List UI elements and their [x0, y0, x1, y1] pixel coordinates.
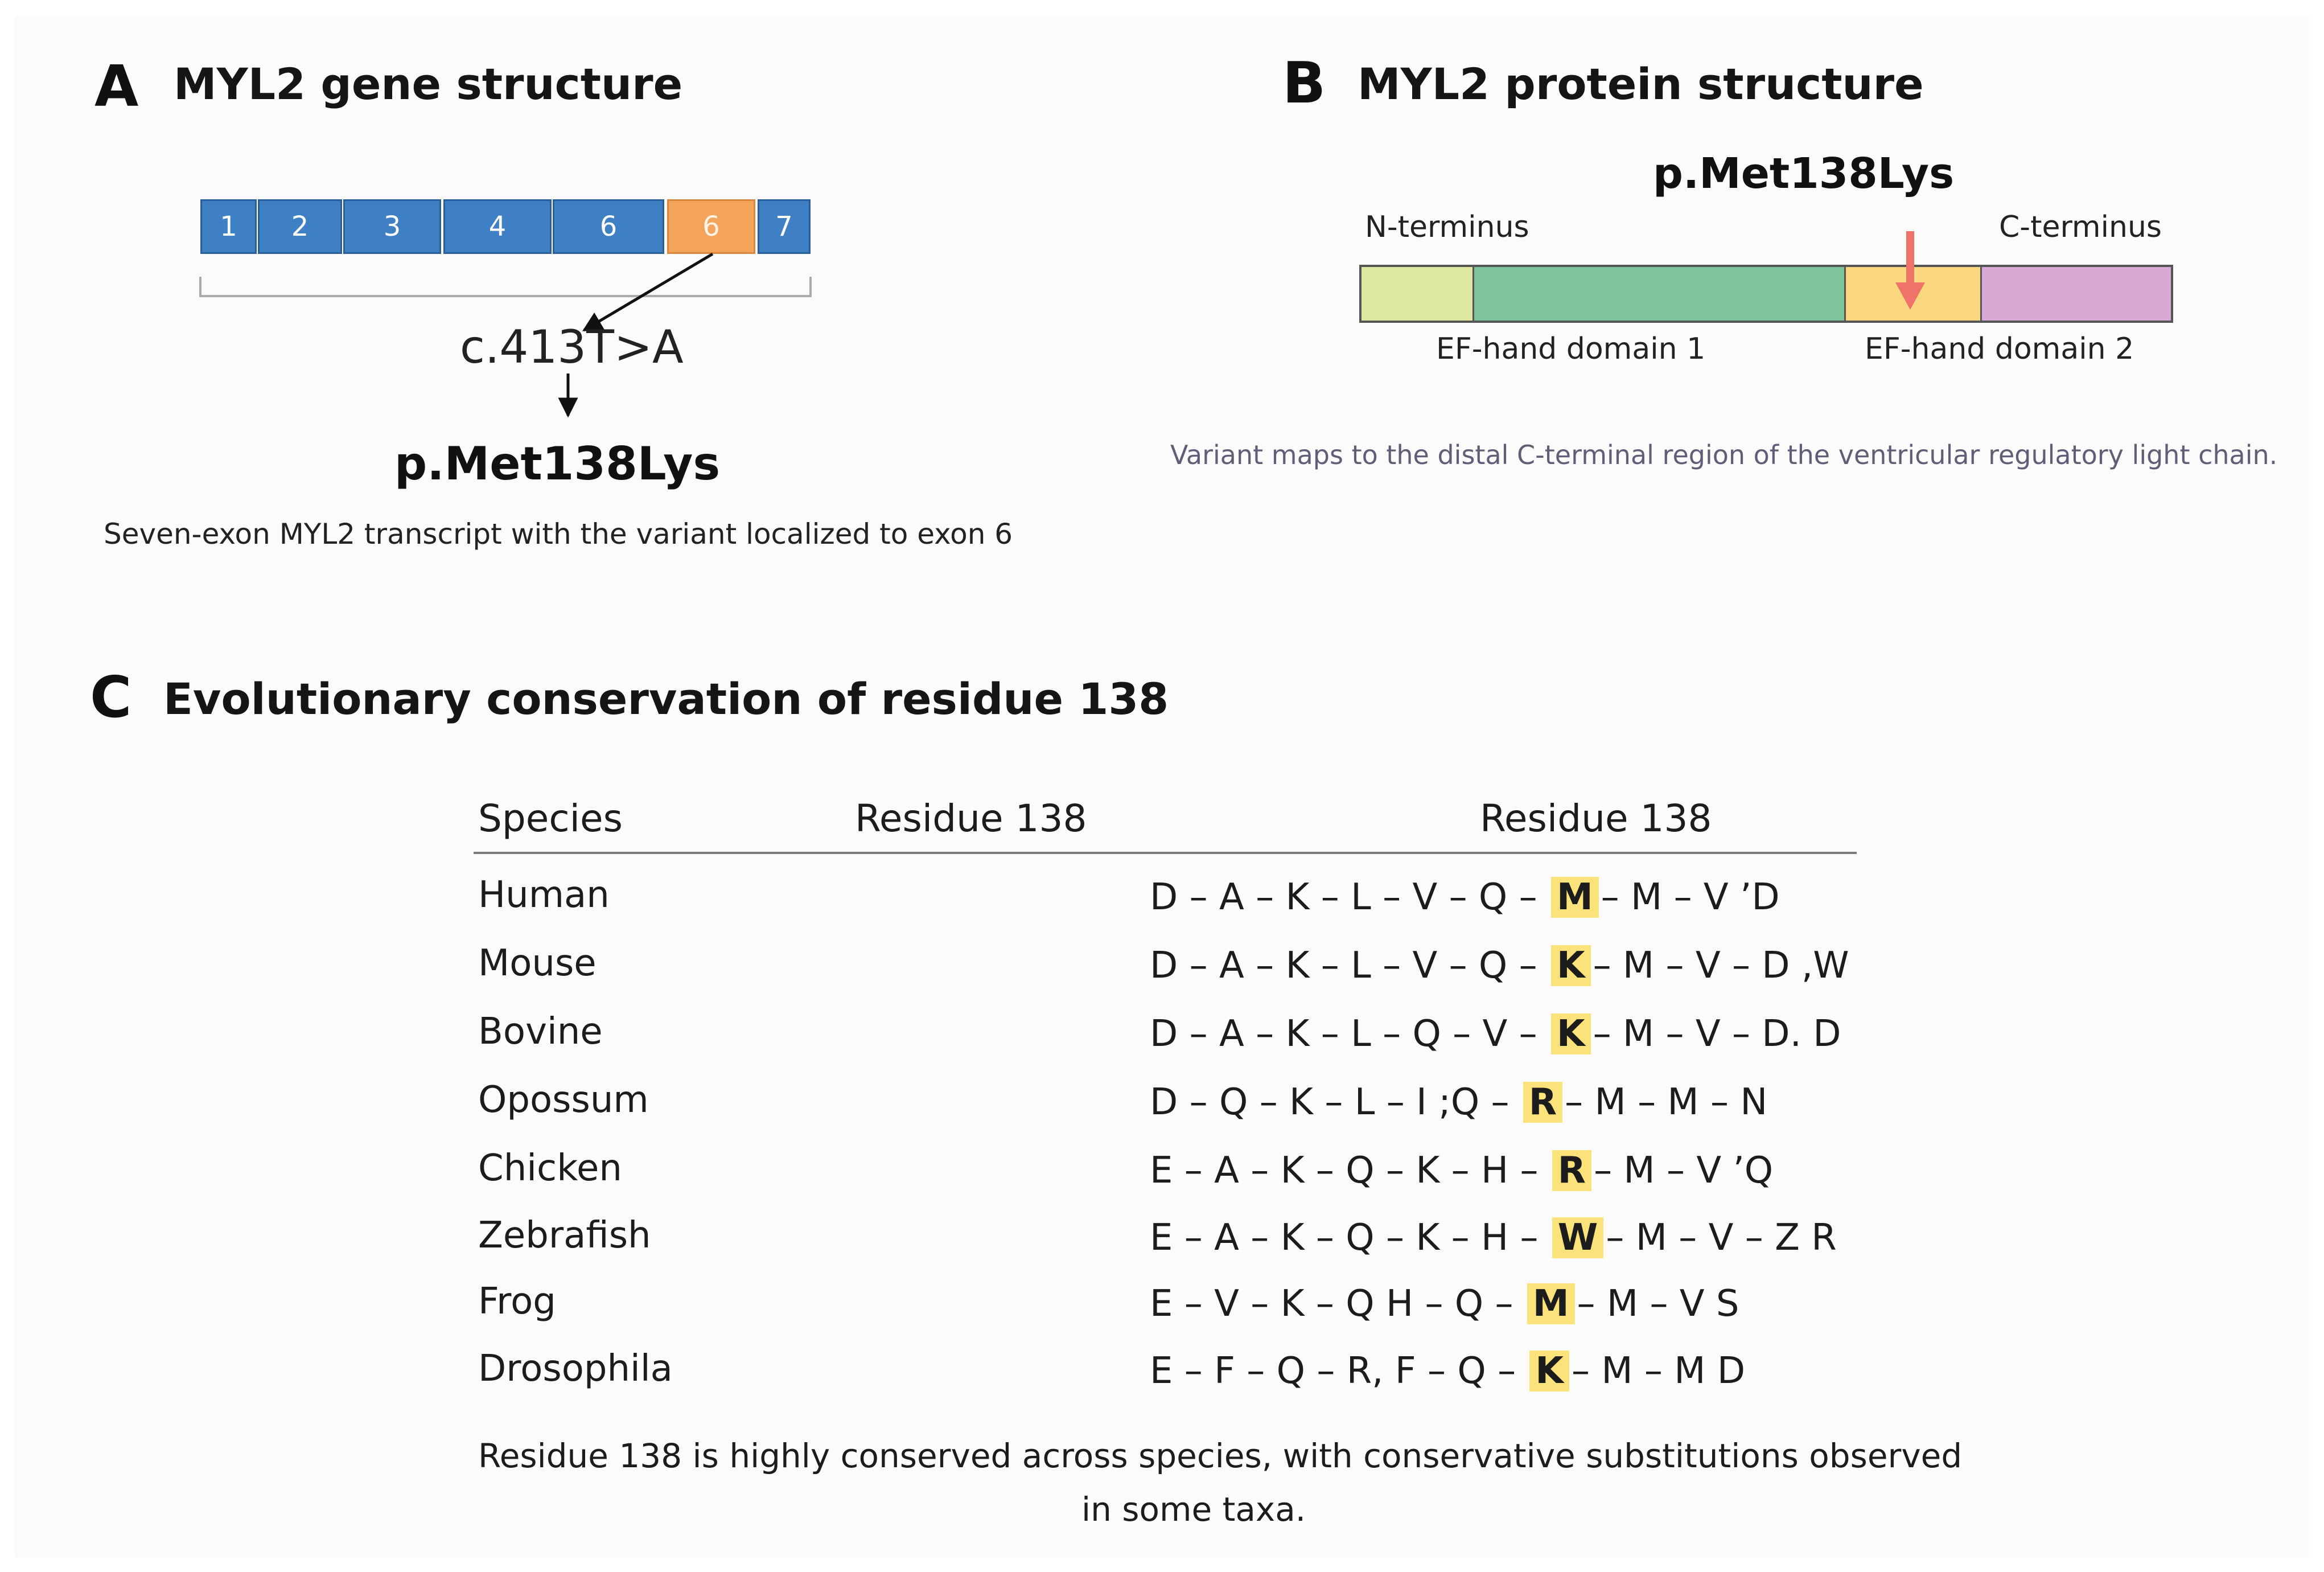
sequence-after: – M – V – D ,W: [1593, 945, 1849, 987]
residue-138-highlight: R: [1523, 1082, 1562, 1123]
n-terminus-label: N-terminus: [1365, 210, 1529, 244]
panel-a-letter: A: [94, 53, 139, 120]
alignment-row: [1150, 1082, 1767, 1123]
protein-variant-label: p.Met138Lys: [1653, 149, 1955, 198]
alignment-row: [1150, 1150, 1773, 1191]
alignment-row: [1150, 877, 1780, 918]
sequence-after: – M – M – N: [1565, 1081, 1768, 1123]
exon-label: 7: [775, 211, 793, 243]
variant-position-arrow: [1890, 228, 1931, 313]
panel-b-letter: B: [1282, 50, 1326, 116]
residue-138-highlight: W: [1552, 1217, 1604, 1258]
ef-hand-domain-1-label: EF-hand domain 1: [1436, 332, 1706, 366]
header-divider: [474, 852, 1857, 854]
alignment-row: [1150, 1013, 1841, 1054]
residue-138-highlight: R: [1552, 1150, 1591, 1191]
exon-label: 6: [702, 211, 720, 243]
sequence-before: E – A – K – Q – K – H –: [1150, 1217, 1539, 1259]
panel-a-caption: Seven-exon MYL2 transcript with the variant localized to exon 6: [104, 518, 1013, 551]
species-name: Frog: [478, 1280, 556, 1323]
panel-c-caption-line-2: in some taxa.: [1081, 1490, 1306, 1529]
residue-138-highlight: K: [1529, 1351, 1569, 1392]
alignment-column-header: Residue 138: [1480, 797, 1712, 840]
exon-label: 4: [488, 211, 507, 243]
sequence-after: – M – M D: [1572, 1350, 1746, 1392]
sequence-after: – M – V S: [1577, 1283, 1739, 1325]
species-name: Zebrafish: [478, 1214, 651, 1257]
species-name: Opossum: [478, 1079, 649, 1121]
exon-label: 3: [383, 211, 401, 243]
panel-c-caption-line-1: Residue 138 is highly conserved across species, with conservative substitutions observed: [478, 1436, 1963, 1475]
sequence-before: E – F – Q – R, F – Q –: [1150, 1350, 1516, 1392]
panel-c-title: Evolutionary conservation of residue 138: [163, 674, 1169, 724]
panel-a-title: MYL2 gene structure: [174, 59, 683, 109]
residue-column-header: Residue 138: [855, 797, 1087, 840]
residue-138-highlight: M: [1551, 877, 1599, 918]
sequence-before: D – Q – K – L – I ;Q –: [1150, 1081, 1509, 1123]
cdna-change-label: c.413T>A: [460, 321, 684, 373]
panel-c-letter: C: [90, 664, 132, 730]
sequence-before: D – A – K – L – Q – V –: [1150, 1013, 1537, 1055]
residue-138-highlight: K: [1551, 1013, 1591, 1054]
exon-label: 2: [291, 211, 309, 243]
protein-bar: [1359, 265, 2173, 323]
alignment-row: [1150, 1217, 1837, 1258]
alignment-row: [1150, 1351, 1745, 1392]
sequence-after: – M – V ’Q: [1594, 1150, 1774, 1192]
sequence-after: – M – V – Z R: [1606, 1217, 1837, 1259]
panel-b-caption: Variant maps to the distal C-terminal region of the ventricular regulatory light chain.: [1170, 440, 2278, 470]
residue-138-highlight: M: [1527, 1283, 1575, 1324]
species-name: Bovine: [478, 1011, 603, 1053]
variant-pointer-arrow: [584, 254, 713, 330]
species-name: Mouse: [478, 942, 597, 984]
alignment-row: [1150, 945, 1849, 986]
n-terminal-segment: [1362, 267, 1474, 321]
species-name: Chicken: [478, 1147, 622, 1189]
c-terminus-label: C-terminus: [1999, 210, 2162, 244]
sequence-before: E – A – K – Q – K – H –: [1150, 1150, 1539, 1192]
sequence-after: – M – V ’D: [1601, 876, 1780, 918]
panel-b-title: MYL2 protein structure: [1358, 59, 1924, 109]
residue-138-highlight: K: [1551, 945, 1591, 986]
alignment-row: [1150, 1283, 1739, 1324]
sequence-before: D – A – K – L – V – Q –: [1150, 945, 1537, 987]
species-name: Drosophila: [478, 1348, 673, 1390]
species-column-header: Species: [478, 797, 623, 840]
transcript-bracket: [200, 277, 811, 296]
species-name: Human: [478, 874, 610, 916]
sequence-after: – M – V – D. D: [1593, 1013, 1841, 1055]
c-terminal-segment: [1982, 267, 2171, 321]
sequence-before: D – A – K – L – V – Q –: [1150, 876, 1537, 918]
exon-label: 1: [220, 211, 237, 243]
sequence-before: E – V – K – Q H – Q –: [1150, 1283, 1513, 1325]
protein-change-label: p.Met138Lys: [394, 437, 721, 490]
ef-hand-domain-2-label: EF-hand domain 2: [1865, 332, 2134, 366]
exon-label: 6: [599, 211, 618, 243]
ef-hand-domain-1-segment: [1474, 267, 1846, 321]
